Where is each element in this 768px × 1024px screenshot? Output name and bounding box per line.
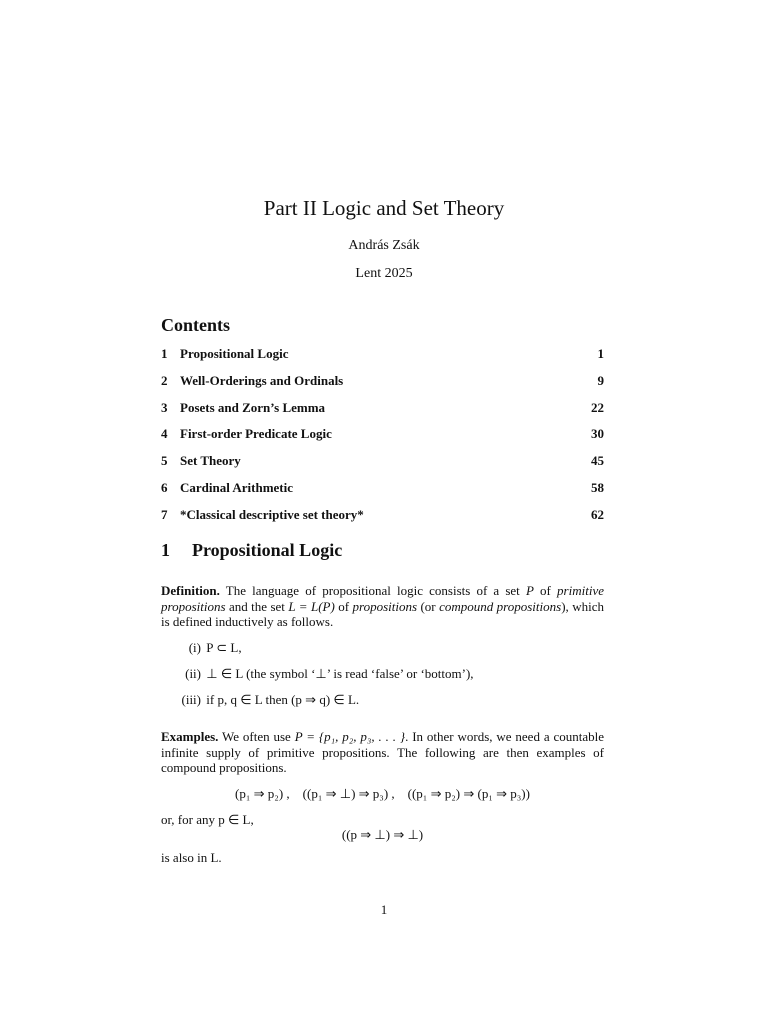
text-run: (or: [417, 598, 440, 614]
toc-page: 1: [597, 346, 604, 361]
toc-number: 5: [161, 453, 168, 468]
item-text: if p, q ∈ L then (p ⇒ q) ∈ L.: [206, 692, 360, 707]
toc-entry-7[interactable]: [161, 507, 604, 525]
toc-title: *Classical descriptive set theory*: [180, 507, 364, 522]
emphasis-run: propositions: [352, 598, 418, 614]
toc-page: 45: [591, 453, 604, 468]
toc-page: 62: [591, 507, 604, 522]
math-run: L = L(P): [288, 598, 335, 614]
text-run: The language of propositional logic consists of a set: [219, 583, 526, 598]
toc-page: 22: [591, 400, 604, 415]
contents-heading: Contents: [161, 315, 231, 335]
emphasis-run: compound propositions: [439, 598, 562, 614]
toc-title: Cardinal Arithmetic: [180, 480, 294, 495]
list-item: [161, 640, 604, 656]
item-label: (i): [188, 640, 201, 655]
toc-entry-2[interactable]: [161, 373, 604, 391]
item-text: P ⊂ L,: [206, 640, 242, 655]
text-run: ), which is defined inductively as follows.: [161, 598, 604, 629]
item-label: (iii): [181, 692, 201, 707]
page-number: 1: [380, 902, 388, 917]
text-run: and the set: [225, 598, 289, 614]
examples-label: Examples.: [161, 729, 219, 744]
toc-number: 1: [161, 346, 168, 361]
toc-title: Well-Orderings and Ordinals: [180, 373, 344, 388]
section-number: 1: [161, 540, 170, 560]
display-equation-1: (p₁ ⇒ p₂) , ((p₁ ⇒ ⊥) ⇒ p₃) , ((p₁ ⇒ p₂) ⇒ (p₁ ⇒ p₃)): [235, 786, 530, 801]
toc-entry-5[interactable]: [161, 453, 604, 471]
toc-title: Posets and Zorn’s Lemma: [180, 400, 326, 415]
list-item: [161, 692, 604, 708]
toc-page: 58: [591, 480, 604, 495]
emphasis-run: primitive propositions: [161, 583, 604, 614]
toc-number: 2: [161, 373, 168, 388]
toc-title: Set Theory: [180, 453, 241, 468]
toc-title: First-order Predicate Logic: [180, 426, 332, 441]
examples-paragraph: [161, 729, 604, 776]
toc-page: 30: [591, 426, 604, 441]
toc-entry-6[interactable]: [161, 480, 604, 498]
section-title: Propositional Logic: [192, 540, 343, 560]
definition-paragraph: [161, 583, 604, 630]
text-run: of: [533, 583, 558, 598]
section-heading: [161, 540, 342, 561]
list-item: [161, 666, 604, 682]
toc-number: 3: [161, 400, 168, 415]
document-date: Lent 2025: [355, 266, 413, 281]
toc-page: 9: [597, 373, 604, 388]
item-label: (ii): [185, 666, 201, 681]
math-run: P: [525, 583, 534, 598]
toc-number: 4: [161, 426, 168, 441]
toc-number: 6: [161, 480, 168, 495]
text-run: . In other words, we need a countable infinite supply of primitive propositions. The following are then examples of compound propositions.: [161, 729, 604, 775]
document-title: Part II Logic and Set Theory: [263, 196, 505, 220]
toc-number: 7: [161, 507, 168, 522]
display-equation-2: ((p ⇒ ⊥) ⇒ ⊥): [341, 827, 424, 842]
also-text: is also in L.: [161, 850, 222, 865]
item-text: ⊥ ∈ L (the symbol ‘⊥’ is read ‘false’ or ‘bottom’),: [206, 666, 474, 681]
math-run: P = {p₁, p₂, p₃, . . . }: [294, 729, 406, 744]
definition-label: Definition.: [161, 583, 220, 598]
toc-title: Propositional Logic: [180, 346, 289, 361]
or-text: or, for any p ∈ L,: [161, 812, 254, 827]
toc-entry-1[interactable]: [161, 346, 604, 364]
document-author: András Zsák: [348, 238, 420, 253]
toc-entry-3[interactable]: [161, 400, 604, 418]
toc-entry-4[interactable]: [161, 426, 604, 444]
text-run: of: [334, 598, 353, 614]
text-run: We often use: [218, 729, 295, 744]
